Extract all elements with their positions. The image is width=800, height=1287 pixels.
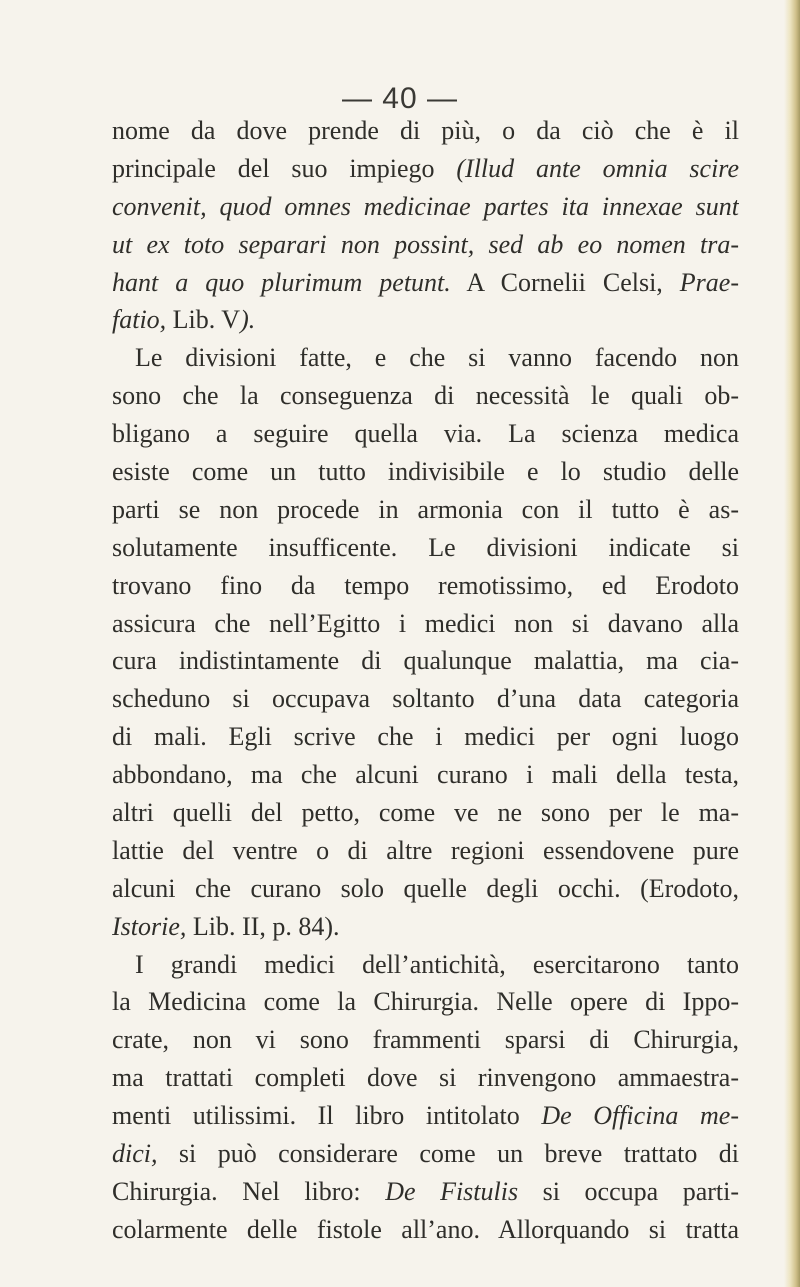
text-line — [112, 339, 739, 377]
italic-text: De Officina me- — [541, 1101, 739, 1131]
text-line — [112, 1135, 739, 1173]
text-segment: di mali. Egli scrive che i medici per ogni luogo — [112, 722, 739, 752]
text-line — [112, 680, 739, 718]
text-line — [112, 264, 739, 302]
italic-text: De Fistulis — [385, 1176, 519, 1206]
text-line — [112, 794, 739, 832]
italic-text: hant a quo plurimum petunt. — [112, 267, 451, 297]
text-line — [112, 1211, 739, 1249]
text-line — [112, 1097, 739, 1135]
text-segment: parti se non procede in armonia con il tutto è as- — [112, 494, 739, 524]
text-segment: si può considerare come un breve trattato di — [157, 1139, 739, 1169]
text-line — [112, 756, 739, 794]
text-segment: sono che la conseguenza di necessità le quali ob- — [112, 381, 739, 411]
italic-text: ut ex toto separari non possint, sed ab eo nomen tra- — [112, 229, 739, 259]
text-line — [112, 301, 739, 339]
text-segment: crate, non vi sono frammenti sparsi di Chirurgia, — [112, 1025, 739, 1055]
text-segment: colarmente delle fistole all’ano. Allorquando si tratta — [112, 1214, 739, 1244]
page-edge-shadow — [784, 0, 800, 1287]
text-line — [112, 491, 739, 529]
italic-text: convenit, quod omnes medicinae partes ita innexae sunt — [112, 191, 739, 221]
text-segment: la Medicina come la Chirurgia. Nelle opere di Ippo- — [112, 987, 739, 1017]
text-line — [112, 529, 739, 567]
text-segment: menti utilissimi. Il libro intitolato — [112, 1101, 542, 1131]
text-line — [112, 870, 739, 908]
text-segment: esiste come un tutto indivisibile e lo studio delle — [112, 457, 739, 487]
text-line — [112, 188, 739, 226]
text-segment: altri quelli del petto, come ve ne sono per le ma- — [112, 798, 739, 828]
text-line — [112, 415, 739, 453]
text-line — [112, 377, 739, 415]
italic-text: ). — [240, 305, 256, 335]
text-line — [112, 112, 739, 150]
text-line — [112, 642, 739, 680]
text-segment: solutamente insufficente. Le divisioni indicate si — [112, 532, 739, 562]
text-line — [112, 718, 739, 756]
text-segment: lattie del ventre o di altre regioni essendovene pure — [112, 835, 739, 865]
text-segment: abbondano, ma che alcuni curano i mali della testa, — [112, 760, 739, 790]
text-line — [112, 567, 739, 605]
text-line — [112, 1021, 739, 1059]
text-segment: Chirurgia. Nel libro: — [112, 1176, 386, 1206]
text-segment: principale del suo impiego — [112, 153, 457, 183]
text-line — [112, 453, 739, 491]
text-line — [112, 908, 739, 946]
text-segment: assicura che nell’Egitto i medici non si davano alla — [112, 608, 739, 638]
text-segment: trovano fino da tempo remotissimo, ed Erodoto — [112, 570, 739, 600]
italic-text: (Illud ante omnia scire — [456, 153, 739, 183]
text-segment: bligano a seguire quella via. La scienza medica — [112, 419, 739, 449]
italic-text: fatio, — [112, 305, 167, 335]
text-line — [112, 1059, 739, 1097]
text-segment: scheduno si occupava soltanto d’una data categoria — [112, 684, 739, 714]
body-text — [112, 112, 739, 1249]
italic-text: dici, — [112, 1139, 158, 1169]
italic-text: Prae- — [679, 267, 739, 297]
text-segment: Lib. V — [166, 305, 241, 335]
text-line — [112, 150, 739, 188]
text-segment: si occupa parti- — [518, 1176, 739, 1206]
text-segment: cura indistintamente di qualunque malattia, ma cia- — [112, 646, 739, 676]
text-line — [112, 605, 739, 643]
text-line — [112, 1173, 739, 1211]
text-line — [112, 226, 739, 264]
text-segment: nome da dove prende di più, o da ciò che è il — [112, 116, 739, 145]
page-number: — 40 — — [341, 82, 459, 115]
text-segment: Le divisioni fatte, e che si vanno facendo non — [135, 343, 739, 373]
text-line — [112, 832, 739, 870]
text-segment: A Cornelii Celsi, — [450, 267, 680, 297]
text-line — [112, 983, 739, 1021]
text-segment: I grandi medici dell’antichità, esercitarono tanto — [135, 949, 739, 979]
text-segment: alcuni che curano solo quelle degli occhi. (Erodoto, — [112, 873, 739, 903]
text-segment: ma trattati completi dove si rinvengono ammaestra- — [112, 1063, 739, 1093]
italic-text: Istorie, — [112, 911, 187, 941]
text-line — [112, 946, 739, 984]
text-segment: Lib. II, p. 84). — [186, 911, 340, 941]
